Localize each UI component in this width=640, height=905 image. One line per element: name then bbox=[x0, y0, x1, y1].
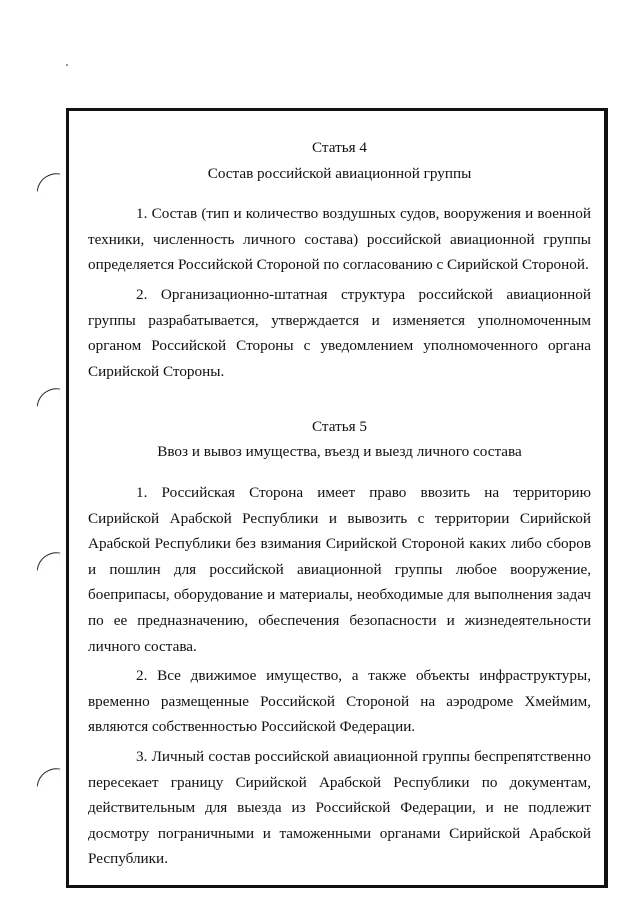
article-5 bbox=[88, 414, 591, 872]
section-spacer bbox=[88, 385, 591, 414]
article-subtitle: Состав российской авиационной группы bbox=[207, 164, 472, 182]
binder-hole-mark bbox=[37, 386, 61, 410]
article-4 bbox=[88, 135, 591, 384]
article-subtitle: Ввоз и вывоз имущества, въезд и выезд личного состава bbox=[157, 443, 522, 461]
article-paragraph: 2. Все движимое имущество, а также объекты инфраструктуры, временно размещенные Российской Стороной на аэродроме Хмеймим, являются собственностью Российской Федерации. bbox=[88, 667, 591, 736]
article-heading: Статья 5 bbox=[311, 417, 368, 435]
binder-hole-mark bbox=[37, 766, 61, 790]
article-paragraph: 1. Состав (тип и количество воздушных судов, вооружения и военной техники, численность личного состава) российской авиационной группы определяется Российской Стороной по согласованию с Сирийской Стороной. bbox=[88, 205, 591, 274]
document-body bbox=[88, 135, 591, 872]
binder-hole-mark bbox=[37, 171, 61, 195]
article-paragraph: 1. Российская Сторона имеет право ввозить на территорию Сирийской Арабской Республики и вывозить с территории Сирийской Арабской Республики без взимания Сирийской Стороной каких либо сборов и пошлин для российской авиационной группы любое вооружение, боеприпасы, оборудование и материалы, необходимые для выполнения задач по ее предназначению, обеспечения безопасности и жизнедеятельности личного состава. bbox=[88, 484, 591, 655]
binder-hole-mark bbox=[37, 550, 61, 574]
article-paragraph: 3. Личный состав российской авиационной группы беспрепятственно пересекает границу Сирийской Арабской Республики по документам, действительным для выезда из Российской Федерации, и не подлежит досмотру пограничными и таможенными органами Сирийской Арабской Республики. bbox=[88, 747, 591, 868]
scan-speck bbox=[66, 64, 68, 66]
article-paragraph: 2. Организационно-штатная структура российской авиационной группы разрабатывается, утверждается и изменяется уполномоченным органом Российской Стороны с уведомлением уполномоченного органа Сирийской Стороны. bbox=[88, 285, 591, 380]
article-heading: Статья 4 bbox=[311, 139, 368, 156]
